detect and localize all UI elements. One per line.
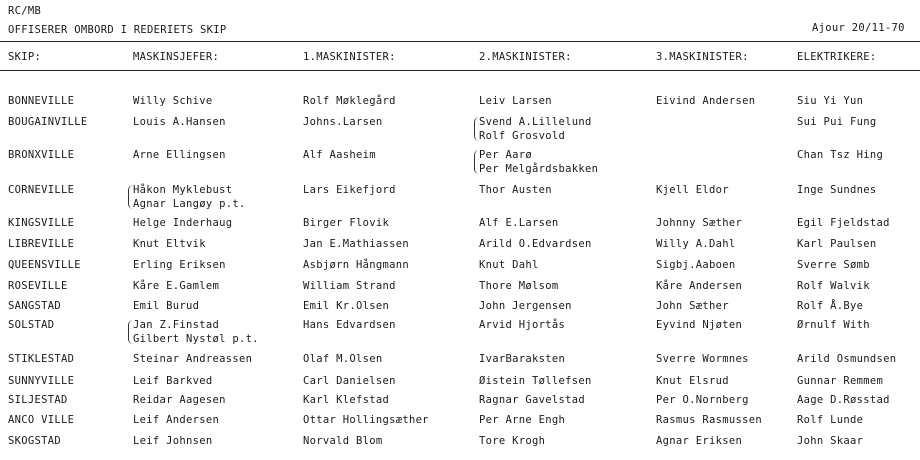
first-maskinist: Carl Danielsen (303, 375, 396, 387)
first-maskinist: Johns.Larsen (303, 116, 383, 128)
third-maskinist: Rasmus Rasmussen (656, 414, 762, 426)
third-maskinist: Sigbj.Aaboen (656, 259, 736, 271)
second-maskinist: Arvid Hjortås (479, 319, 566, 331)
third-maskinist: Willy A.Dahl (656, 238, 736, 250)
second-maskinist: Alf E.Larsen (479, 217, 559, 229)
second-maskinist-name: Svend A.Lillelund (479, 116, 592, 128)
ship-name: LIBREVILLE (8, 238, 75, 250)
ship-name: ROSEVILLE (8, 280, 68, 292)
first-maskinist: Ottar Hollingsæther (303, 414, 429, 426)
second-maskinist: Arild O.Edvardsen (479, 238, 592, 250)
maskinsjef: Willy Schive (133, 95, 213, 107)
ship-name: SKOGSTAD (8, 435, 61, 447)
maskinsjef: Reidar Aagesen (133, 394, 226, 406)
third-maskinist: Kåre Andersen (656, 280, 743, 292)
column-header-elektrikere: ELEKTRIKERE: (797, 51, 877, 63)
elektriker: Egil Fjeldstad (797, 217, 890, 229)
second-maskinist-name: Rolf Grosvold (479, 130, 566, 142)
grouping-brace (128, 320, 133, 344)
first-maskinist: Rolf Møklegård (303, 95, 396, 107)
elektriker: Sui Pui Fung (797, 116, 877, 128)
third-maskinist: Johnny Sæther (656, 217, 743, 229)
maskinsjef-name: Jan Z.Finstad (133, 319, 220, 331)
second-maskinist: John Jergensen (479, 300, 572, 312)
maskinsjef-name: Gilbert Nystøl p.t. (133, 333, 259, 345)
elektriker: Sverre Sømb (797, 259, 870, 271)
elektriker: John Skaar (797, 435, 864, 447)
elektriker: Siu Yi Yun (797, 95, 864, 107)
third-maskinist: Knut Elsrud (656, 375, 729, 387)
second-maskinist: Tore Krogh (479, 435, 546, 447)
first-maskinist: Jan E.Mathiassen (303, 238, 409, 250)
elektriker: Rolf Lunde (797, 414, 864, 426)
second-maskinist: Knut Dahl (479, 259, 539, 271)
elektriker: Arild Osmundsen (797, 353, 897, 365)
third-maskinist: Agnar Eriksen (656, 435, 743, 447)
first-maskinist: Alf Aasheim (303, 149, 376, 161)
maskinsjef-cell (133, 318, 259, 346)
column-header-2-maskinister: 2.MASKINISTER: (479, 51, 572, 63)
third-maskinist: John Sæther (656, 300, 729, 312)
ship-name: BOUGAINVILLE (8, 116, 88, 128)
first-maskinist: Norvald Blom (303, 435, 383, 447)
ship-name: CORNEVILLE (8, 184, 75, 196)
second-maskinist-name: Per Aarø (479, 149, 532, 161)
grouping-brace (128, 185, 133, 209)
maskinsjef: Steinar Andreassen (133, 353, 253, 365)
grouping-brace (474, 150, 479, 174)
maskinsjef: Leif Barkved (133, 375, 213, 387)
elektriker: Karl Paulsen (797, 238, 877, 250)
maskinsjef: Arne Ellingsen (133, 149, 226, 161)
third-maskinist: Eyvind Njøten (656, 319, 743, 331)
third-maskinist: Kjell Eldor (656, 184, 729, 196)
ship-name: STIKLESTAD (8, 353, 75, 365)
ship-name: QUEENSVILLE (8, 259, 81, 271)
ship-name: SOLSTAD (8, 319, 55, 331)
ship-name: SANGSTAD (8, 300, 61, 312)
elektriker: Gunnar Remmem (797, 375, 884, 387)
column-header-rule (0, 70, 920, 71)
second-maskinist: Øistein Tøllefsen (479, 375, 592, 387)
document-reference: RC/MB (8, 5, 42, 17)
ship-name: BONNEVILLE (8, 95, 75, 107)
first-maskinist: Hans Edvardsen (303, 319, 396, 331)
second-maskinist: IvarBaraksten (479, 353, 566, 365)
first-maskinist: Birger Flovik (303, 217, 390, 229)
maskinsjef: Leif Andersen (133, 414, 220, 426)
ship-name: KINGSVILLE (8, 217, 75, 229)
first-maskinist: William Strand (303, 280, 396, 292)
maskinsjef: Knut Eltvik (133, 238, 206, 250)
ship-name: ANCO VILLE (8, 414, 75, 426)
maskinsjef-name: Håkon Myklebust (133, 184, 233, 196)
maskinsjef: Emil Burud (133, 300, 200, 312)
update-date: Ajour 20/11-70 (812, 22, 905, 34)
first-maskinist: Lars Eikefjord (303, 184, 396, 196)
third-maskinist: Sverre Wormnes (656, 353, 749, 365)
ship-name: BRONXVILLE (8, 149, 75, 161)
maskinsjef: Louis A.Hansen (133, 116, 226, 128)
elektriker: Inge Sundnes (797, 184, 877, 196)
second-maskinist: Thore Mølsom (479, 280, 559, 292)
first-maskinist: Karl Klefstad (303, 394, 390, 406)
maskinsjef-cell (133, 183, 246, 211)
column-header-3-maskinister: 3.MASKINISTER: (656, 51, 749, 63)
elektriker: Rolf Å.Bye (797, 300, 864, 312)
second-maskinist-cell (479, 115, 592, 143)
second-maskinist: Leiv Larsen (479, 95, 552, 107)
header-rule (0, 41, 920, 42)
first-maskinist: Asbjørn Hångmann (303, 259, 409, 271)
elektriker: Rolf Walvik (797, 280, 870, 292)
maskinsjef: Erling Eriksen (133, 259, 226, 271)
second-maskinist-name: Per Melgårdsbakken (479, 163, 599, 175)
second-maskinist-cell (479, 148, 598, 176)
maskinsjef: Helge Inderhaug (133, 217, 233, 229)
column-header-maskinsjefer: MASKINSJEFER: (133, 51, 220, 63)
third-maskinist: Per O.Nornberg (656, 394, 749, 406)
second-maskinist: Ragnar Gavelstad (479, 394, 585, 406)
maskinsjef-name: Agnar Langøy p.t. (133, 198, 246, 210)
maskinsjef: Leif Johnsen (133, 435, 213, 447)
column-header-skip: SKIP: (8, 51, 42, 63)
ship-name: SILJESTAD (8, 394, 68, 406)
grouping-brace (474, 117, 479, 141)
second-maskinist: Thor Austen (479, 184, 552, 196)
maskinsjef: Kåre E.Gamlem (133, 280, 220, 292)
elektriker: Chan Tsz Hing (797, 149, 884, 161)
elektriker: Ørnulf With (797, 319, 870, 331)
third-maskinist: Eivind Andersen (656, 95, 756, 107)
first-maskinist: Emil Kr.Olsen (303, 300, 390, 312)
ship-name: SUNNYVILLE (8, 375, 75, 387)
document-title: OFFISERER OMBORD I REDERIETS SKIP (8, 24, 227, 36)
first-maskinist: Olaf M.Olsen (303, 353, 383, 365)
elektriker: Aage D.Røsstad (797, 394, 890, 406)
second-maskinist: Per Arne Engh (479, 414, 566, 426)
column-header-1-maskinister: 1.MASKINISTER: (303, 51, 396, 63)
